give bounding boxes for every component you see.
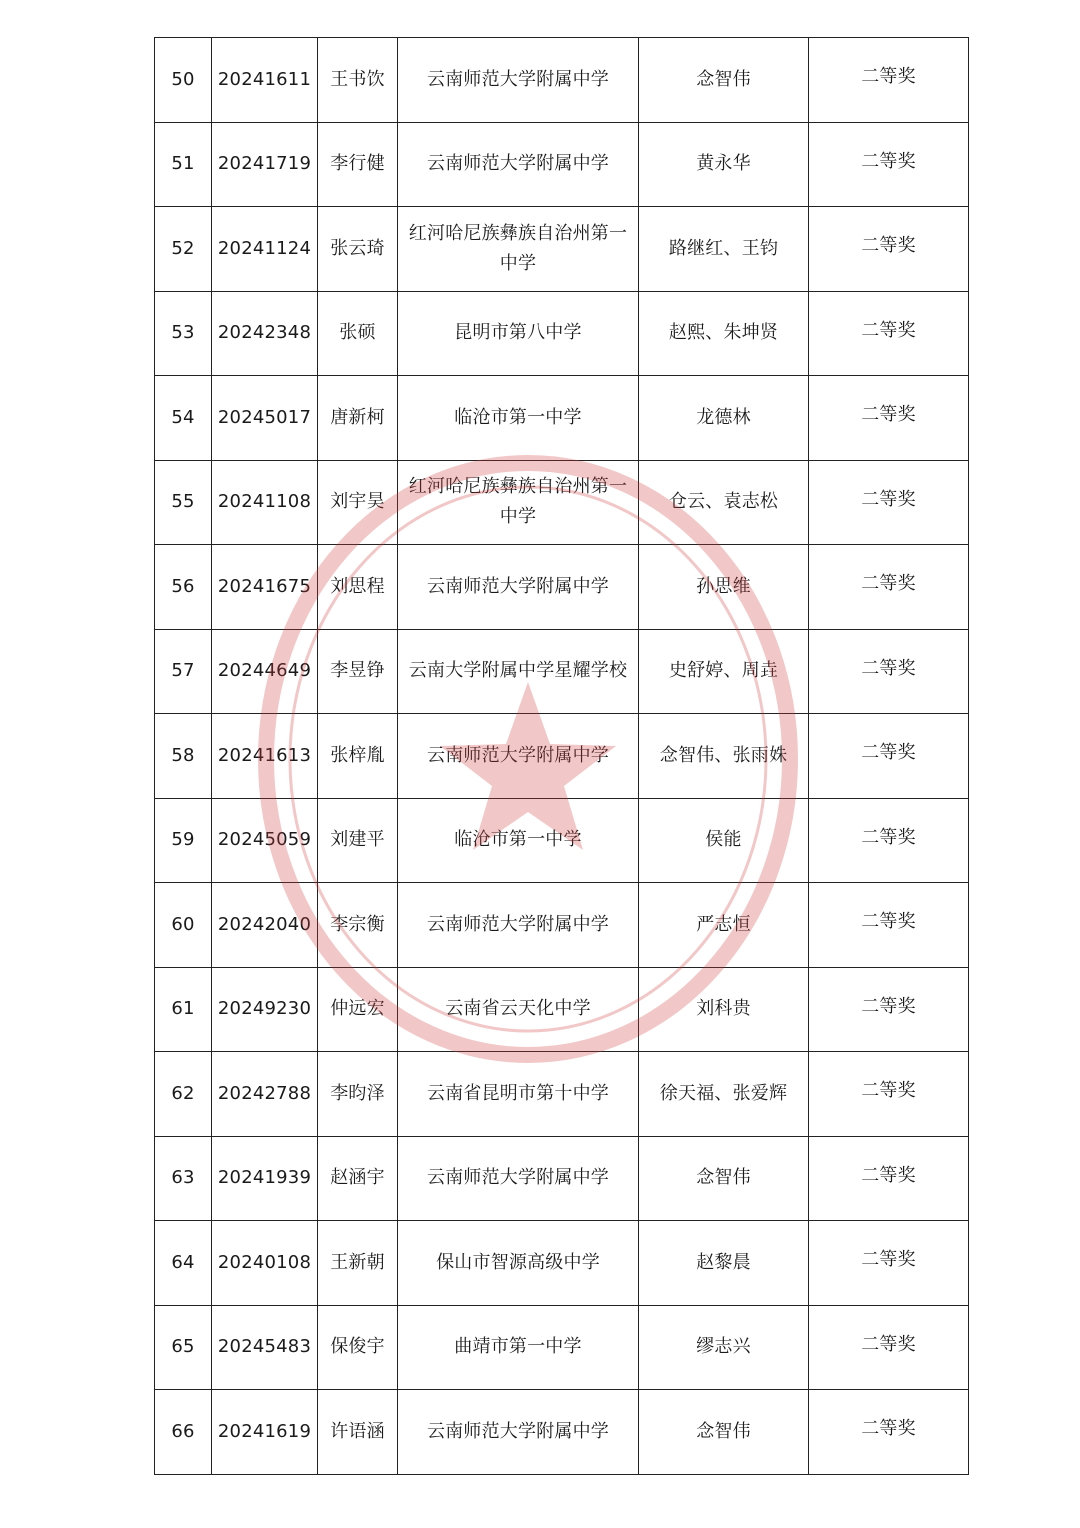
candidate-id-cell: 20245059: [212, 798, 318, 883]
candidate-id-cell: 20241719: [212, 122, 318, 207]
student-name-cell: 张梓胤: [318, 714, 398, 799]
award-cell: 二等奖: [809, 1390, 969, 1475]
award-cell: 二等奖: [809, 1136, 969, 1221]
teacher-cell: 刘科贵: [639, 967, 809, 1052]
row-number-cell: 61: [155, 967, 212, 1052]
table-row: [155, 38, 969, 123]
student-name-cell: 许语涵: [318, 1390, 398, 1475]
candidate-id-cell: 20245483: [212, 1305, 318, 1390]
award-cell: 二等奖: [809, 798, 969, 883]
student-name-cell: 刘建平: [318, 798, 398, 883]
award-cell: 二等奖: [809, 714, 969, 799]
table-row: [155, 207, 969, 292]
table-row: [155, 629, 969, 714]
candidate-id-cell: 20241613: [212, 714, 318, 799]
school-cell: 云南师范大学附属中学: [398, 122, 639, 207]
student-name-cell: 张云琦: [318, 207, 398, 292]
teacher-cell: 缪志兴: [639, 1305, 809, 1390]
school-cell: 云南师范大学附属中学: [398, 883, 639, 968]
row-number-cell: 55: [155, 460, 212, 545]
row-number-cell: 63: [155, 1136, 212, 1221]
candidate-id-cell: 20242348: [212, 291, 318, 376]
school-cell: 云南省云天化中学: [398, 967, 639, 1052]
table-row: [155, 798, 969, 883]
award-cell: 二等奖: [809, 38, 969, 123]
school-cell: 云南师范大学附属中学: [398, 1390, 639, 1475]
results-table-container: [154, 37, 968, 1475]
award-cell: 二等奖: [809, 545, 969, 630]
row-number-cell: 62: [155, 1052, 212, 1137]
teacher-cell: 侯能: [639, 798, 809, 883]
school-cell: 云南师范大学附属中学: [398, 545, 639, 630]
table-row: [155, 376, 969, 461]
school-cell: 云南师范大学附属中学: [398, 714, 639, 799]
results-table: [154, 37, 969, 1475]
table-row: [155, 291, 969, 376]
teacher-cell: 徐天福、张爱辉: [639, 1052, 809, 1137]
student-name-cell: 李昀泽: [318, 1052, 398, 1137]
candidate-id-cell: 20241124: [212, 207, 318, 292]
teacher-cell: 念智伟: [639, 38, 809, 123]
candidate-id-cell: 20241619: [212, 1390, 318, 1475]
student-name-cell: 赵涵宇: [318, 1136, 398, 1221]
row-number-cell: 64: [155, 1221, 212, 1306]
candidate-id-cell: 20249230: [212, 967, 318, 1052]
award-cell: 二等奖: [809, 376, 969, 461]
student-name-cell: 李行健: [318, 122, 398, 207]
student-name-cell: 刘宇昊: [318, 460, 398, 545]
table-row: [155, 1221, 969, 1306]
row-number-cell: 57: [155, 629, 212, 714]
school-cell: 云南省昆明市第十中学: [398, 1052, 639, 1137]
award-cell: 二等奖: [809, 291, 969, 376]
table-row: [155, 967, 969, 1052]
award-cell: 二等奖: [809, 1052, 969, 1137]
row-number-cell: 52: [155, 207, 212, 292]
results-table-body: [155, 38, 969, 1475]
student-name-cell: 仲远宏: [318, 967, 398, 1052]
student-name-cell: 刘思程: [318, 545, 398, 630]
school-cell: 临沧市第一中学: [398, 376, 639, 461]
award-cell: 二等奖: [809, 1221, 969, 1306]
award-cell: 二等奖: [809, 629, 969, 714]
student-name-cell: 李宗衡: [318, 883, 398, 968]
award-cell: 二等奖: [809, 122, 969, 207]
school-cell: 保山市智源高级中学: [398, 1221, 639, 1306]
award-cell: 二等奖: [809, 460, 969, 545]
teacher-cell: 孙思维: [639, 545, 809, 630]
candidate-id-cell: 20241675: [212, 545, 318, 630]
table-row: [155, 1305, 969, 1390]
table-row: [155, 883, 969, 968]
teacher-cell: 赵熙、朱坤贤: [639, 291, 809, 376]
table-row: [155, 1390, 969, 1475]
school-cell: 红河哈尼族彝族自治州第一中学: [398, 460, 639, 545]
student-name-cell: 唐新柯: [318, 376, 398, 461]
school-cell: 曲靖市第一中学: [398, 1305, 639, 1390]
row-number-cell: 60: [155, 883, 212, 968]
table-row: [155, 714, 969, 799]
teacher-cell: 史舒婷、周垚: [639, 629, 809, 714]
candidate-id-cell: 20245017: [212, 376, 318, 461]
teacher-cell: 龙德林: [639, 376, 809, 461]
teacher-cell: 念智伟: [639, 1390, 809, 1475]
candidate-id-cell: 20241108: [212, 460, 318, 545]
student-name-cell: 王书饮: [318, 38, 398, 123]
table-row: [155, 460, 969, 545]
award-cell: 二等奖: [809, 967, 969, 1052]
row-number-cell: 66: [155, 1390, 212, 1475]
school-cell: 云南师范大学附属中学: [398, 1136, 639, 1221]
school-cell: 云南师范大学附属中学: [398, 38, 639, 123]
candidate-id-cell: 20241611: [212, 38, 318, 123]
teacher-cell: 念智伟: [639, 1136, 809, 1221]
table-row: [155, 122, 969, 207]
award-cell: 二等奖: [809, 207, 969, 292]
table-row: [155, 1136, 969, 1221]
student-name-cell: 保俊宇: [318, 1305, 398, 1390]
teacher-cell: 念智伟、张雨姝: [639, 714, 809, 799]
student-name-cell: 李昱铮: [318, 629, 398, 714]
candidate-id-cell: 20242788: [212, 1052, 318, 1137]
school-cell: 临沧市第一中学: [398, 798, 639, 883]
school-cell: 云南大学附属中学星耀学校: [398, 629, 639, 714]
row-number-cell: 53: [155, 291, 212, 376]
teacher-cell: 黄永华: [639, 122, 809, 207]
teacher-cell: 赵黎晨: [639, 1221, 809, 1306]
row-number-cell: 59: [155, 798, 212, 883]
row-number-cell: 58: [155, 714, 212, 799]
school-cell: 昆明市第八中学: [398, 291, 639, 376]
student-name-cell: 王新朝: [318, 1221, 398, 1306]
teacher-cell: 路继红、王钧: [639, 207, 809, 292]
candidate-id-cell: 20241939: [212, 1136, 318, 1221]
school-cell: 红河哈尼族彝族自治州第一中学: [398, 207, 639, 292]
teacher-cell: 严志恒: [639, 883, 809, 968]
candidate-id-cell: 20244649: [212, 629, 318, 714]
table-row: [155, 1052, 969, 1137]
teacher-cell: 仓云、袁志松: [639, 460, 809, 545]
row-number-cell: 50: [155, 38, 212, 123]
row-number-cell: 65: [155, 1305, 212, 1390]
candidate-id-cell: 20240108: [212, 1221, 318, 1306]
row-number-cell: 54: [155, 376, 212, 461]
student-name-cell: 张硕: [318, 291, 398, 376]
award-cell: 二等奖: [809, 1305, 969, 1390]
candidate-id-cell: 20242040: [212, 883, 318, 968]
row-number-cell: 51: [155, 122, 212, 207]
award-cell: 二等奖: [809, 883, 969, 968]
row-number-cell: 56: [155, 545, 212, 630]
table-row: [155, 545, 969, 630]
